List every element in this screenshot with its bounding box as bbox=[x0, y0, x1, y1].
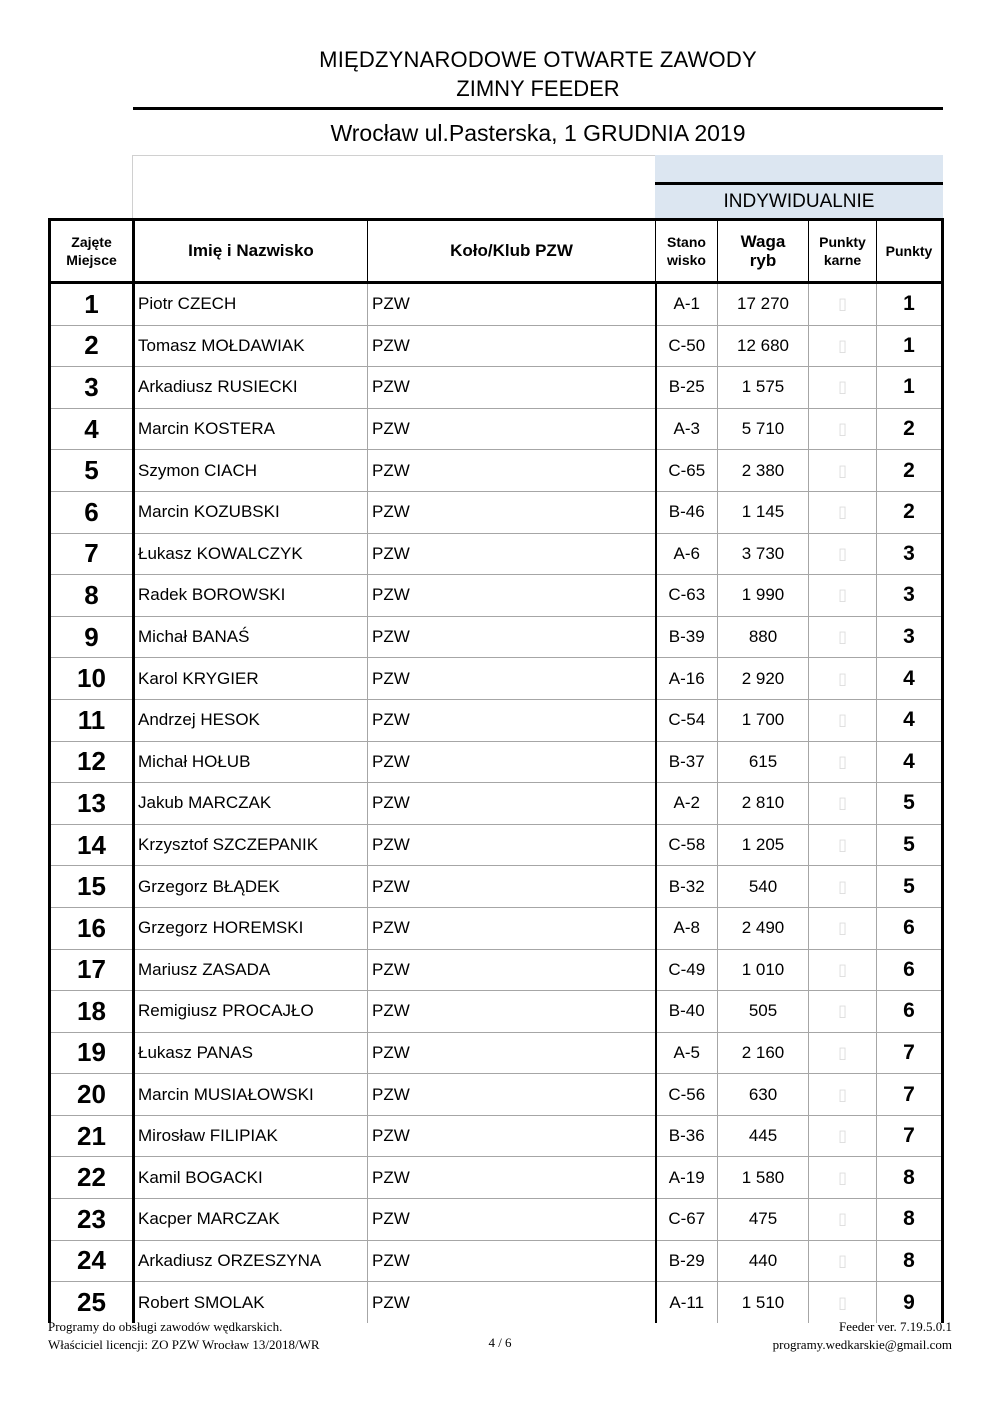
points-cell: 6 bbox=[877, 907, 943, 949]
club-cell: PZW bbox=[368, 491, 656, 533]
angler-name-cell: Łukasz KOWALCZYK bbox=[134, 533, 368, 575]
points-cell: 7 bbox=[877, 1115, 943, 1157]
club-cell: PZW bbox=[368, 408, 656, 450]
penalty-marker-icon: ▯ bbox=[809, 1282, 877, 1323]
points-cell: 2 bbox=[877, 450, 943, 492]
club-cell: PZW bbox=[368, 450, 656, 492]
place-cell: 12 bbox=[50, 741, 134, 783]
weight-cell: 1 145 bbox=[718, 491, 809, 533]
angler-name-cell: Łukasz PANAS bbox=[134, 1032, 368, 1074]
penalty-marker-icon: ▯ bbox=[809, 533, 877, 575]
club-cell: PZW bbox=[368, 991, 656, 1033]
table-row bbox=[50, 699, 943, 741]
points-cell: 8 bbox=[877, 1240, 943, 1282]
penalty-marker-icon: ▯ bbox=[809, 783, 877, 825]
penalty-marker-icon: ▯ bbox=[809, 907, 877, 949]
angler-name-cell: Tomasz MOŁDAWIAK bbox=[134, 325, 368, 367]
weight-cell: 5 710 bbox=[718, 408, 809, 450]
table-row bbox=[50, 1074, 943, 1116]
angler-name-cell: Kamil BOGACKI bbox=[134, 1157, 368, 1199]
club-cell: PZW bbox=[368, 616, 656, 658]
place-cell: 8 bbox=[50, 575, 134, 617]
angler-name-cell: Mirosław FILIPIAK bbox=[134, 1115, 368, 1157]
angler-name-cell: Marcin MUSIAŁOWSKI bbox=[134, 1074, 368, 1116]
weight-cell: 17 270 bbox=[718, 283, 809, 326]
table-row bbox=[50, 949, 943, 991]
section-label: INDYWIDUALNIE bbox=[655, 185, 943, 218]
club-cell: PZW bbox=[368, 1032, 656, 1074]
penalty-marker-icon: ▯ bbox=[809, 616, 877, 658]
penalty-marker-icon: ▯ bbox=[809, 824, 877, 866]
document-title-line2: ZIMNY FEEDER bbox=[456, 76, 620, 101]
club-cell: PZW bbox=[368, 658, 656, 700]
column-header-points: Punkty bbox=[877, 220, 943, 283]
club-cell: PZW bbox=[368, 907, 656, 949]
table-row bbox=[50, 408, 943, 450]
points-cell: 5 bbox=[877, 824, 943, 866]
place-cell: 3 bbox=[50, 367, 134, 409]
peg-cell: C-58 bbox=[656, 824, 718, 866]
angler-name-cell: Kacper MARCZAK bbox=[134, 1199, 368, 1241]
club-cell: PZW bbox=[368, 575, 656, 617]
angler-name-cell: Marcin KOSTERA bbox=[134, 408, 368, 450]
angler-name-cell: Robert SMOLAK bbox=[134, 1282, 368, 1323]
weight-cell: 1 510 bbox=[718, 1282, 809, 1323]
weight-cell: 12 680 bbox=[718, 325, 809, 367]
grid-line bbox=[132, 155, 133, 219]
points-cell: 3 bbox=[877, 533, 943, 575]
peg-cell: B-37 bbox=[656, 741, 718, 783]
points-cell: 9 bbox=[877, 1282, 943, 1323]
points-cell: 1 bbox=[877, 283, 943, 326]
table-row bbox=[50, 1282, 943, 1323]
angler-name-cell: Remigiusz PROCAJŁO bbox=[134, 991, 368, 1033]
place-cell: 9 bbox=[50, 616, 134, 658]
weight-cell: 445 bbox=[718, 1115, 809, 1157]
title-divider bbox=[133, 107, 943, 110]
penalty-marker-icon: ▯ bbox=[809, 325, 877, 367]
weight-cell: 440 bbox=[718, 1240, 809, 1282]
club-cell: PZW bbox=[368, 1199, 656, 1241]
points-cell: 8 bbox=[877, 1157, 943, 1199]
penalty-marker-icon: ▯ bbox=[809, 1032, 877, 1074]
weight-cell: 2 810 bbox=[718, 783, 809, 825]
peg-cell: C-63 bbox=[656, 575, 718, 617]
points-cell: 7 bbox=[877, 1074, 943, 1116]
penalty-marker-icon: ▯ bbox=[809, 1240, 877, 1282]
weight-cell: 1 010 bbox=[718, 949, 809, 991]
angler-name-cell: Andrzej HESOK bbox=[134, 699, 368, 741]
points-cell: 3 bbox=[877, 575, 943, 617]
penalty-marker-icon: ▯ bbox=[809, 991, 877, 1033]
weight-cell: 3 730 bbox=[718, 533, 809, 575]
angler-name-cell: Krzysztof SZCZEPANIK bbox=[134, 824, 368, 866]
angler-name-cell: Karol KRYGIER bbox=[134, 658, 368, 700]
club-cell: PZW bbox=[368, 1074, 656, 1116]
peg-cell: A-11 bbox=[656, 1282, 718, 1323]
page-number: 4 / 6 bbox=[488, 1335, 512, 1350]
points-cell: 2 bbox=[877, 408, 943, 450]
penalty-marker-icon: ▯ bbox=[809, 1157, 877, 1199]
table-header-row bbox=[50, 220, 943, 283]
angler-name-cell: Michał BANAŚ bbox=[134, 616, 368, 658]
table-row bbox=[50, 1157, 943, 1199]
place-cell: 10 bbox=[50, 658, 134, 700]
place-cell: 18 bbox=[50, 991, 134, 1033]
club-cell: PZW bbox=[368, 1157, 656, 1199]
table-row bbox=[50, 866, 943, 908]
place-cell: 5 bbox=[50, 450, 134, 492]
place-cell: 21 bbox=[50, 1115, 134, 1157]
points-cell: 4 bbox=[877, 699, 943, 741]
peg-cell: B-29 bbox=[656, 1240, 718, 1282]
peg-cell: C-67 bbox=[656, 1199, 718, 1241]
place-cell: 17 bbox=[50, 949, 134, 991]
weight-cell: 615 bbox=[718, 741, 809, 783]
place-cell: 22 bbox=[50, 1157, 134, 1199]
angler-name-cell: Michał HOŁUB bbox=[134, 741, 368, 783]
club-cell: PZW bbox=[368, 283, 656, 326]
points-cell: 8 bbox=[877, 1199, 943, 1241]
penalty-marker-icon: ▯ bbox=[809, 741, 877, 783]
club-cell: PZW bbox=[368, 1240, 656, 1282]
table-row bbox=[50, 1115, 943, 1157]
peg-cell: A-5 bbox=[656, 1032, 718, 1074]
club-cell: PZW bbox=[368, 1282, 656, 1323]
footer-email: programy.wedkarskie@gmail.com bbox=[772, 1337, 952, 1352]
weight-cell: 1 580 bbox=[718, 1157, 809, 1199]
points-cell: 1 bbox=[877, 325, 943, 367]
angler-name-cell: Marcin KOZUBSKI bbox=[134, 491, 368, 533]
peg-cell: C-56 bbox=[656, 1074, 718, 1116]
points-cell: 7 bbox=[877, 1032, 943, 1074]
place-cell: 1 bbox=[50, 283, 134, 326]
angler-name-cell: Grzegorz BŁĄDEK bbox=[134, 866, 368, 908]
peg-cell: A-3 bbox=[656, 408, 718, 450]
place-cell: 25 bbox=[50, 1282, 134, 1323]
table-row bbox=[50, 450, 943, 492]
table-row bbox=[50, 283, 943, 326]
angler-name-cell: Grzegorz HOREMSKI bbox=[134, 907, 368, 949]
peg-cell: C-50 bbox=[656, 325, 718, 367]
penalty-marker-icon: ▯ bbox=[809, 1115, 877, 1157]
points-cell: 4 bbox=[877, 658, 943, 700]
place-cell: 15 bbox=[50, 866, 134, 908]
weight-cell: 2 490 bbox=[718, 907, 809, 949]
club-cell: PZW bbox=[368, 1115, 656, 1157]
peg-cell: B-36 bbox=[656, 1115, 718, 1157]
points-cell: 6 bbox=[877, 991, 943, 1033]
peg-cell: A-8 bbox=[656, 907, 718, 949]
place-cell: 23 bbox=[50, 1199, 134, 1241]
footer-version: Feeder ver. 7.19.5.0.1 bbox=[838, 1319, 952, 1334]
peg-cell: A-6 bbox=[656, 533, 718, 575]
penalty-marker-icon: ▯ bbox=[809, 1074, 877, 1116]
place-cell: 19 bbox=[50, 1032, 134, 1074]
penalty-marker-icon: ▯ bbox=[809, 866, 877, 908]
points-cell: 4 bbox=[877, 741, 943, 783]
column-header-club: Koło/Klub PZW bbox=[368, 220, 656, 283]
angler-name-cell: Mariusz ZASADA bbox=[134, 949, 368, 991]
weight-cell: 2 920 bbox=[718, 658, 809, 700]
weight-cell: 1 700 bbox=[718, 699, 809, 741]
place-cell: 11 bbox=[50, 699, 134, 741]
points-cell: 6 bbox=[877, 949, 943, 991]
peg-cell: A-19 bbox=[656, 1157, 718, 1199]
table-row bbox=[50, 907, 943, 949]
club-cell: PZW bbox=[368, 325, 656, 367]
penalty-marker-icon: ▯ bbox=[809, 450, 877, 492]
place-cell: 7 bbox=[50, 533, 134, 575]
weight-cell: 540 bbox=[718, 866, 809, 908]
peg-cell: A-16 bbox=[656, 658, 718, 700]
weight-cell: 880 bbox=[718, 616, 809, 658]
event-location-date: Wrocław ul.Pasterska, 1 GRUDNIA 2019 bbox=[330, 120, 746, 146]
penalty-marker-icon: ▯ bbox=[809, 367, 877, 409]
footer-software-note: Programy do obsługi zawodów wędkarskich. bbox=[48, 1319, 283, 1334]
table-row bbox=[50, 533, 943, 575]
place-cell: 13 bbox=[50, 783, 134, 825]
club-cell: PZW bbox=[368, 741, 656, 783]
table-row bbox=[50, 824, 943, 866]
club-cell: PZW bbox=[368, 699, 656, 741]
column-header-penalty: Punkty karne bbox=[809, 220, 877, 283]
results-table bbox=[48, 218, 944, 1323]
club-cell: PZW bbox=[368, 367, 656, 409]
points-cell: 3 bbox=[877, 616, 943, 658]
club-cell: PZW bbox=[368, 949, 656, 991]
peg-cell: B-25 bbox=[656, 367, 718, 409]
place-cell: 2 bbox=[50, 325, 134, 367]
place-cell: 4 bbox=[50, 408, 134, 450]
peg-cell: B-46 bbox=[656, 491, 718, 533]
place-cell: 14 bbox=[50, 824, 134, 866]
angler-name-cell: Jakub MARCZAK bbox=[134, 783, 368, 825]
penalty-marker-icon: ▯ bbox=[809, 949, 877, 991]
document-title: MIĘDZYNARODOWE OTWARTE ZAWODY bbox=[319, 47, 757, 72]
peg-cell: C-65 bbox=[656, 450, 718, 492]
peg-cell: B-40 bbox=[656, 991, 718, 1033]
peg-cell: C-54 bbox=[656, 699, 718, 741]
grid-line bbox=[132, 155, 655, 156]
club-cell: PZW bbox=[368, 533, 656, 575]
table-row bbox=[50, 616, 943, 658]
penalty-marker-icon: ▯ bbox=[809, 658, 877, 700]
place-cell: 6 bbox=[50, 491, 134, 533]
peg-cell: C-49 bbox=[656, 949, 718, 991]
column-header-place: Zajęte Miejsce bbox=[50, 220, 134, 283]
angler-name-cell: Szymon CIACH bbox=[134, 450, 368, 492]
table-row bbox=[50, 741, 943, 783]
table-row bbox=[50, 325, 943, 367]
table-row bbox=[50, 491, 943, 533]
club-cell: PZW bbox=[368, 824, 656, 866]
penalty-marker-icon: ▯ bbox=[809, 491, 877, 533]
angler-name-cell: Arkadiusz ORZESZYNA bbox=[134, 1240, 368, 1282]
club-cell: PZW bbox=[368, 866, 656, 908]
peg-cell: B-32 bbox=[656, 866, 718, 908]
penalty-marker-icon: ▯ bbox=[809, 699, 877, 741]
table-row bbox=[50, 367, 943, 409]
club-cell: PZW bbox=[368, 783, 656, 825]
weight-cell: 475 bbox=[718, 1199, 809, 1241]
place-cell: 20 bbox=[50, 1074, 134, 1116]
angler-name-cell: Radek BOROWSKI bbox=[134, 575, 368, 617]
peg-cell: A-1 bbox=[656, 283, 718, 326]
points-cell: 1 bbox=[877, 367, 943, 409]
section-band bbox=[655, 155, 943, 183]
weight-cell: 1 990 bbox=[718, 575, 809, 617]
penalty-marker-icon: ▯ bbox=[809, 283, 877, 326]
weight-cell: 1 575 bbox=[718, 367, 809, 409]
table-row bbox=[50, 991, 943, 1033]
table-row bbox=[50, 575, 943, 617]
peg-cell: B-39 bbox=[656, 616, 718, 658]
peg-cell: A-2 bbox=[656, 783, 718, 825]
angler-name-cell: Piotr CZECH bbox=[134, 283, 368, 326]
weight-cell: 1 205 bbox=[718, 824, 809, 866]
weight-cell: 2 160 bbox=[718, 1032, 809, 1074]
footer-license: Właściciel licencji: ZO PZW Wrocław 13/2018/WR bbox=[48, 1337, 320, 1352]
penalty-marker-icon: ▯ bbox=[809, 575, 877, 617]
weight-cell: 630 bbox=[718, 1074, 809, 1116]
penalty-marker-icon: ▯ bbox=[809, 408, 877, 450]
weight-cell: 505 bbox=[718, 991, 809, 1033]
column-header-name: Imię i Nazwisko bbox=[134, 220, 368, 283]
penalty-marker-icon: ▯ bbox=[809, 1199, 877, 1241]
place-cell: 24 bbox=[50, 1240, 134, 1282]
points-cell: 5 bbox=[877, 866, 943, 908]
table-row bbox=[50, 1240, 943, 1282]
table-row bbox=[50, 1032, 943, 1074]
table-row bbox=[50, 658, 943, 700]
points-cell: 2 bbox=[877, 491, 943, 533]
table-row bbox=[50, 1199, 943, 1241]
angler-name-cell: Arkadiusz RUSIECKI bbox=[134, 367, 368, 409]
column-header-weight: Waga ryb bbox=[718, 220, 809, 283]
weight-cell: 2 380 bbox=[718, 450, 809, 492]
points-cell: 5 bbox=[877, 783, 943, 825]
place-cell: 16 bbox=[50, 907, 134, 949]
table-row bbox=[50, 783, 943, 825]
column-header-peg: Stano wisko bbox=[656, 220, 718, 283]
